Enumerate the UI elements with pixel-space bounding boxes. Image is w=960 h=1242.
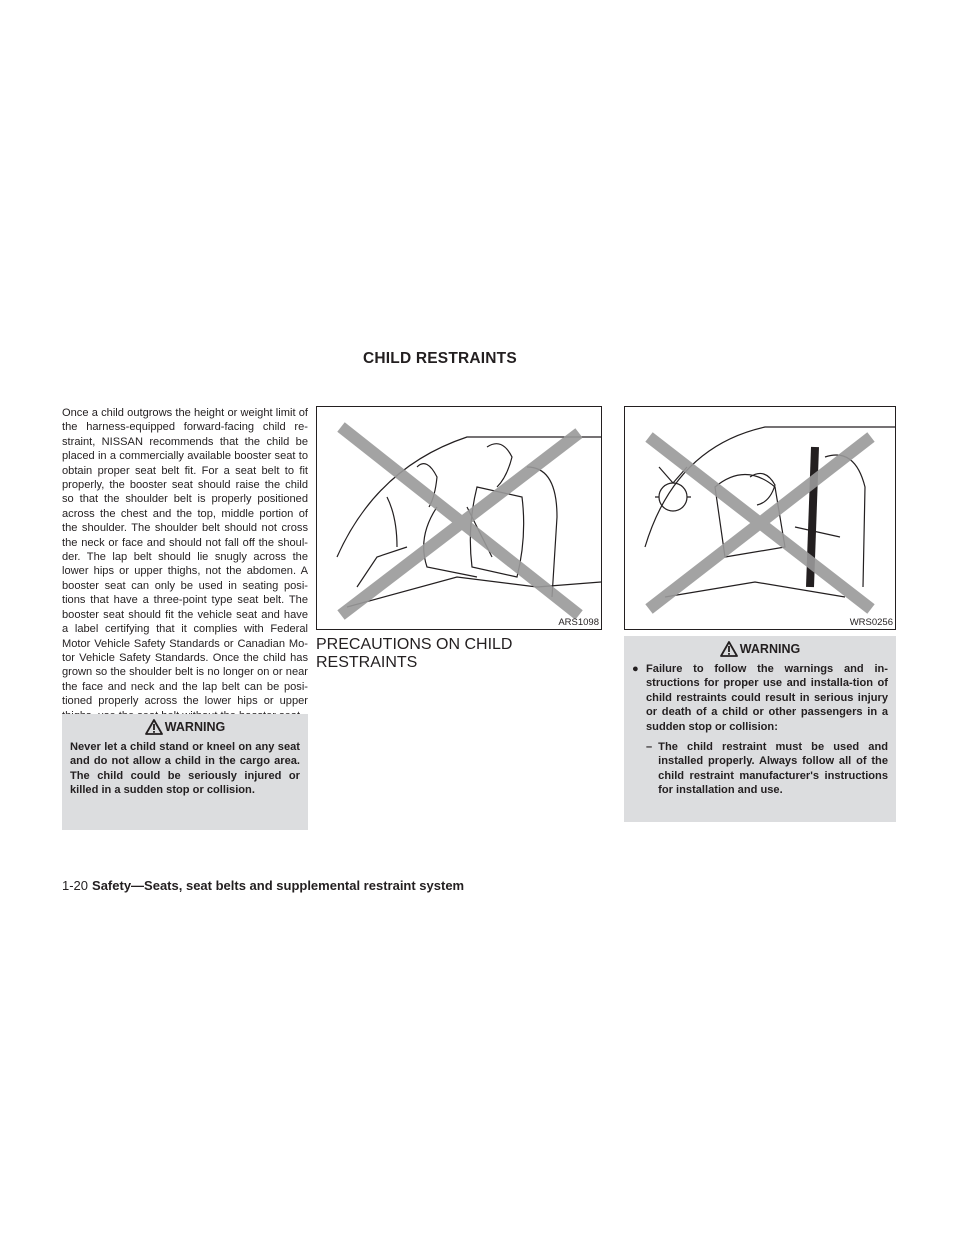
bullet-icon: ● [632, 663, 639, 675]
figure-code: WRS0256 [849, 617, 893, 628]
warning-header [62, 714, 308, 740]
warning-header [624, 636, 896, 662]
warning-sub-item [646, 740, 896, 798]
precautions-heading: PRECAUTIONS ON CHILD RESTRAINTS [316, 636, 513, 671]
sub-item-text: The child restraint must be used and installed properly. Always follow all of the child restraint manufacturer's instructions for installation and use. [658, 741, 888, 797]
page-number: 1-20 [62, 878, 89, 893]
booster-seat-illustration [317, 407, 601, 629]
warning-triangle-icon [145, 719, 163, 735]
body-paragraph: Once a child outgrows the height or weight limit of the harness-equipped forward-facing child re-straint, NISSAN recommends that the child be placed in a commercially available booster seat to obtain proper seat belt fit. For a seat belt to fit properly, the booster seat should raise the child so that the shoulder belt is properly positioned across the chest and the top, middle portion of the shoulder. The shoulder belt should not cross the neck or face and should not fall off the shoul-der. The lap belt should lie snugly across the lower hips or upper thighs, not the abdomen. A booster seat can only be used in seating posi-tions that have a three-point type seat belt. The booster seat should fit the vehicle seat and have a label certifying that it complies with Federal Motor Vehicle Safety Standards or Canadian Mo-tor Vehicle Safety Standards. Once the child has grown so the shoulder belt is no longer on or near the face and neck and the lap belt can be posi-tioned properly across the lower hips or upper [62, 407, 308, 708]
warning-text: Never let a child stand or kneel on any seat and do not allow a child in the cargo area. The child could be seriously injured or killed in a sudden stop or collision. [70, 741, 300, 797]
child-seat-airbag-illustration [625, 407, 895, 629]
warning-box-right [624, 636, 896, 822]
chapter-title: Safety—Seats, seat belts and supplemental restraint system [92, 878, 465, 893]
warning-box-left [62, 714, 308, 830]
figure-child-seat-airbag-incorrect [624, 406, 896, 630]
figure-code: ARS1098 [558, 617, 599, 628]
section-title: CHILD RESTRAINTS [363, 350, 517, 367]
bullet-text: Failure to follow the warnings and in-structions for proper use and installa-tion of child restraints could result in serious injury or death of a child or other passengers in a sudden stop or collision: [646, 663, 888, 733]
dash-icon: – [646, 741, 653, 754]
warning-bullet [632, 662, 896, 734]
warning-label: WARNING [739, 642, 801, 656]
figure-booster-seat-incorrect [316, 406, 602, 630]
warning-content [624, 662, 896, 798]
warning-label: WARNING [164, 720, 226, 734]
warning-triangle-icon [720, 641, 738, 657]
page-footer [62, 878, 464, 893]
